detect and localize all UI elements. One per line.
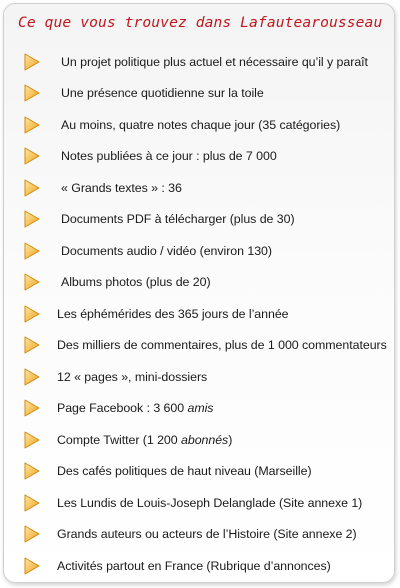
list-item-emphasis: amis (187, 401, 214, 416)
list-item-label: Des cafés politiques de haut niveau (Marseille) (57, 464, 312, 479)
panel-title: Ce que vous trouvez dans Lafautearousseau (18, 14, 383, 31)
list-item-label: Documents audio / vidéo (environ 130) (61, 243, 272, 258)
list-item (4, 141, 394, 173)
play-arrow-icon (24, 210, 40, 228)
list-item (4, 330, 394, 362)
list-item-label: Albums photos (plus de 20) (61, 275, 211, 290)
list-item (4, 456, 394, 488)
play-arrow-icon (24, 53, 40, 71)
list-item (4, 235, 394, 267)
list-item (4, 298, 394, 330)
list-item (4, 267, 394, 299)
list-item (4, 46, 394, 78)
list-item-label: Les Lundis de Louis-Joseph Delanglade (Site annexe 1) (57, 495, 363, 510)
list-item-label: « Grands textes » : 36 (61, 180, 182, 195)
list-item-label: Les éphémérides des 365 jours de l’année (57, 306, 289, 321)
play-arrow-icon (24, 368, 40, 386)
list-item (4, 109, 394, 141)
feature-list (4, 46, 394, 582)
list-item-label: Grands auteurs ou acteurs de l’Histoire (Site annexe 2) (57, 527, 357, 542)
list-item-label: Au moins, quatre notes chaque jour (35 catégories) (61, 117, 341, 132)
play-arrow-icon (24, 525, 40, 543)
list-item-suffix: ) (228, 432, 233, 447)
list-item-text: Compte Twitter (1 200 (57, 432, 182, 447)
list-item (4, 172, 394, 204)
list-item (4, 393, 394, 425)
list-item (4, 519, 394, 551)
list-item (4, 361, 394, 393)
play-arrow-icon (24, 147, 40, 165)
list-item-label: 12 « pages », mini-dossiers (57, 369, 208, 384)
list-item-label: Notes publiées à ce jour : plus de 7 000 (61, 149, 277, 164)
play-arrow-icon (24, 462, 40, 480)
list-item-text: Page Facebook : 3 600 (57, 401, 188, 416)
play-arrow-icon (24, 305, 40, 323)
list-item (4, 550, 394, 582)
list-item-label: Un projet politique plus actuel et nécessaire qu’il y paraît (61, 54, 368, 69)
list-item (4, 487, 394, 519)
play-arrow-icon (24, 84, 40, 102)
play-arrow-icon (24, 116, 40, 134)
list-item-emphasis: abonnés (181, 432, 229, 447)
play-arrow-icon (24, 273, 40, 291)
play-arrow-icon (24, 399, 40, 417)
play-arrow-icon (24, 557, 40, 575)
play-arrow-icon (24, 242, 40, 260)
list-item-label: Des milliers de commentaires, plus de 1 000 commentateurs (57, 338, 387, 353)
play-arrow-icon (24, 179, 40, 197)
list-item-label (57, 433, 232, 447)
list-item-label: Activités partout en France (Rubrique d’annonces) (57, 558, 331, 573)
list-item (4, 424, 394, 456)
list-item-label: Documents PDF à télécharger (plus de 30) (61, 212, 295, 227)
info-panel (3, 3, 395, 583)
play-arrow-icon (24, 494, 40, 512)
list-item-label (57, 401, 213, 415)
list-item-label: Une présence quotidienne sur la toile (61, 86, 264, 101)
play-arrow-icon (24, 431, 40, 449)
list-item (4, 78, 394, 110)
list-item (4, 204, 394, 236)
play-arrow-icon (24, 336, 40, 354)
